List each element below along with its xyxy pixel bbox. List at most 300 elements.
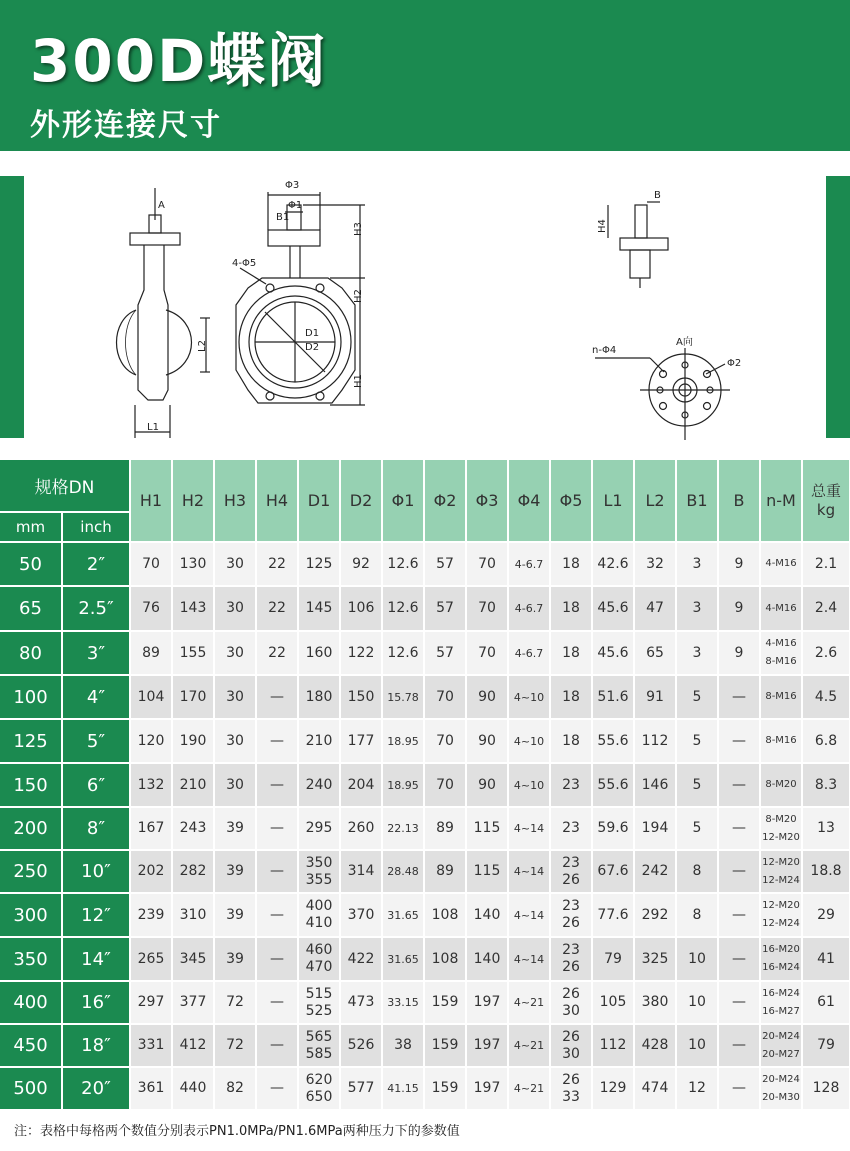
cell-line: 70 bbox=[142, 555, 160, 572]
table-row bbox=[0, 1024, 850, 1067]
cell-line: 159 bbox=[431, 1080, 459, 1096]
cell-line: 470 bbox=[305, 959, 333, 975]
cell-line: 23 bbox=[562, 898, 580, 914]
cell-line: 197 bbox=[473, 1037, 501, 1053]
cell-line: — bbox=[270, 994, 284, 1010]
cell-line: 65 bbox=[646, 644, 664, 661]
col-header: Φ5 bbox=[550, 460, 592, 542]
cell-weight: 8.3 bbox=[802, 763, 850, 807]
cell-b bbox=[718, 981, 760, 1024]
cell-b1 bbox=[676, 542, 718, 586]
table-row bbox=[0, 937, 850, 981]
cell-line: 26 bbox=[562, 871, 580, 888]
cell-4 bbox=[508, 893, 550, 937]
cell-size-inch: 2.5″ bbox=[62, 586, 130, 631]
cell-weight: 4.5 bbox=[802, 675, 850, 719]
cell-line: 4-M16 bbox=[765, 638, 797, 649]
cell-2 bbox=[424, 1067, 466, 1110]
label-phi2: Φ2 bbox=[727, 358, 742, 369]
cell-size-mm: 200 bbox=[0, 807, 62, 850]
cell-5 bbox=[550, 763, 592, 807]
cell-line: 15.78 bbox=[387, 690, 419, 704]
cell-4 bbox=[508, 937, 550, 981]
cell-line: 89 bbox=[142, 644, 160, 661]
page-title: 300D蝶阀 bbox=[30, 27, 328, 95]
cell-size-inch: 3″ bbox=[62, 631, 130, 675]
cell-size-inch: 8″ bbox=[62, 807, 130, 850]
cell-line: 20-M27 bbox=[762, 1048, 800, 1060]
cell-line: 265 bbox=[137, 950, 165, 967]
cell-line: 105 bbox=[599, 994, 627, 1010]
cell-line: — bbox=[270, 863, 284, 879]
cell-line: 8-M20 bbox=[765, 813, 797, 825]
cell-h2 bbox=[172, 631, 214, 675]
cell-line: 204 bbox=[347, 776, 375, 793]
cell-line: 4-6.7 bbox=[514, 602, 544, 615]
label-phi3: Φ3 bbox=[285, 180, 300, 191]
cell-line: 9 bbox=[734, 600, 744, 616]
cell-h4 bbox=[256, 807, 298, 850]
cell-h1 bbox=[130, 981, 172, 1024]
cell-weight: 61 bbox=[802, 981, 850, 1024]
cell-line: 12.6 bbox=[387, 644, 419, 661]
cell-line: 9 bbox=[734, 644, 744, 661]
cell-line: 42.6 bbox=[597, 555, 629, 572]
cell-line: 39 bbox=[226, 820, 244, 836]
cell-size-inch: 6″ bbox=[62, 763, 130, 807]
cell-d2 bbox=[340, 893, 382, 937]
cell-size-inch: 5″ bbox=[62, 719, 130, 763]
cell-1 bbox=[382, 542, 424, 586]
cell-h2 bbox=[172, 586, 214, 631]
cell-line: 12-M20 bbox=[762, 900, 800, 911]
cell-4 bbox=[508, 1024, 550, 1067]
cell-h3 bbox=[214, 850, 256, 893]
cell-b1 bbox=[676, 1024, 718, 1067]
cell-d2 bbox=[340, 675, 382, 719]
cell-d1 bbox=[298, 850, 340, 893]
cell-line: 3 bbox=[692, 600, 702, 616]
cell-d1 bbox=[298, 631, 340, 675]
col-header: L1 bbox=[592, 460, 634, 542]
col-header: D1 bbox=[298, 460, 340, 542]
cell-line: 197 bbox=[473, 994, 501, 1010]
cell-3 bbox=[466, 586, 508, 631]
cell-b bbox=[718, 542, 760, 586]
cell-line: 51.6 bbox=[597, 688, 629, 705]
cell-d2 bbox=[340, 937, 382, 981]
cell-4 bbox=[508, 981, 550, 1024]
cell-h3 bbox=[214, 807, 256, 850]
cell-l2 bbox=[634, 893, 676, 937]
cell-b bbox=[718, 719, 760, 763]
cell-l2 bbox=[634, 719, 676, 763]
cell-b1 bbox=[676, 807, 718, 850]
cell-3 bbox=[466, 850, 508, 893]
cell-line: — bbox=[270, 1037, 284, 1053]
cell-h3 bbox=[214, 937, 256, 981]
cell-5 bbox=[550, 807, 592, 850]
a-view-drawing bbox=[595, 348, 730, 440]
cell-d2 bbox=[340, 850, 382, 893]
cell-size-mm: 125 bbox=[0, 719, 62, 763]
cell-h1 bbox=[130, 1067, 172, 1110]
weight-label: 总重 bbox=[810, 481, 841, 500]
cell-line: 146 bbox=[641, 776, 669, 793]
cell-line: 130 bbox=[179, 555, 207, 572]
cell-2 bbox=[424, 542, 466, 586]
cell-line: 150 bbox=[347, 688, 375, 705]
cell-size-inch: 20″ bbox=[62, 1067, 130, 1110]
cell-3 bbox=[466, 981, 508, 1024]
cell-line: 20-M30 bbox=[762, 1091, 800, 1103]
label-phi1: Φ1 bbox=[288, 200, 303, 211]
label-h2: H2 bbox=[353, 289, 364, 303]
cell-line: 89 bbox=[436, 863, 454, 879]
cell-line: 12.6 bbox=[387, 600, 419, 616]
cell-line: 295 bbox=[305, 820, 333, 836]
cell-3 bbox=[466, 807, 508, 850]
cell-h3 bbox=[214, 1024, 256, 1067]
cell-3 bbox=[466, 1067, 508, 1110]
spec-group-header: 规格DN bbox=[0, 460, 130, 512]
cell-line: 180 bbox=[305, 688, 333, 705]
cell-line: 79 bbox=[604, 950, 622, 967]
label-h4: H4 bbox=[597, 219, 608, 233]
cell-h4 bbox=[256, 586, 298, 631]
cell-line: 155 bbox=[179, 644, 207, 661]
cell-4 bbox=[508, 631, 550, 675]
cell-b1 bbox=[676, 719, 718, 763]
cell-line: — bbox=[732, 994, 746, 1010]
cell-5 bbox=[550, 981, 592, 1024]
cell-2 bbox=[424, 586, 466, 631]
cell-l2 bbox=[634, 675, 676, 719]
cell-d2 bbox=[340, 1024, 382, 1067]
cell-h1 bbox=[130, 937, 172, 981]
cell-line: 145 bbox=[305, 600, 333, 616]
cell-4 bbox=[508, 763, 550, 807]
cell-line: 26 bbox=[562, 915, 580, 931]
cell-b1 bbox=[676, 937, 718, 981]
cell-nm bbox=[760, 981, 802, 1024]
cell-line: — bbox=[732, 950, 746, 967]
cell-line: — bbox=[732, 906, 746, 923]
cell-h2 bbox=[172, 675, 214, 719]
front-view-drawing bbox=[236, 192, 365, 405]
cell-b bbox=[718, 807, 760, 850]
table-row bbox=[0, 586, 850, 631]
cell-h4 bbox=[256, 631, 298, 675]
cell-l2 bbox=[634, 1067, 676, 1110]
stem-detail-drawing bbox=[608, 202, 668, 288]
cell-d1 bbox=[298, 893, 340, 937]
cell-h1 bbox=[130, 893, 172, 937]
cell-line: 76 bbox=[142, 600, 160, 616]
cell-line: 18 bbox=[562, 732, 580, 749]
cell-2 bbox=[424, 763, 466, 807]
cell-h4 bbox=[256, 719, 298, 763]
cell-line: 577 bbox=[347, 1080, 375, 1096]
cell-l1 bbox=[592, 1024, 634, 1067]
cell-line: 39 bbox=[226, 950, 244, 967]
label-holes: 4-Φ5 bbox=[232, 258, 257, 269]
page-subtitle: 外形连接尺寸 bbox=[30, 108, 222, 143]
cell-line: 8 bbox=[692, 906, 702, 923]
cell-line: 400 bbox=[305, 898, 333, 914]
cell-nm bbox=[760, 937, 802, 981]
unit-inch-header: inch bbox=[62, 512, 130, 542]
cell-b bbox=[718, 850, 760, 893]
cell-line: 314 bbox=[347, 863, 375, 879]
cell-line: 143 bbox=[179, 600, 207, 616]
table-row bbox=[0, 631, 850, 675]
cell-h3 bbox=[214, 542, 256, 586]
cell-line: 170 bbox=[179, 688, 207, 705]
cell-4 bbox=[508, 586, 550, 631]
cell-line: 4~10 bbox=[513, 734, 545, 748]
cell-line: 190 bbox=[179, 732, 207, 749]
cell-b bbox=[718, 1067, 760, 1110]
cell-h3 bbox=[214, 631, 256, 675]
cell-h3 bbox=[214, 675, 256, 719]
cell-line: 525 bbox=[305, 1002, 333, 1019]
cell-d2 bbox=[340, 719, 382, 763]
label-h3: H3 bbox=[353, 222, 364, 236]
cell-line: 28.48 bbox=[387, 865, 419, 878]
cell-4 bbox=[508, 850, 550, 893]
cell-line: 585 bbox=[305, 1045, 333, 1062]
cell-line: — bbox=[732, 1037, 746, 1053]
cell-h4 bbox=[256, 981, 298, 1024]
cell-line: 45.6 bbox=[597, 600, 629, 616]
cell-line: 18 bbox=[562, 688, 580, 705]
cell-1 bbox=[382, 807, 424, 850]
cell-line: 8-M16 bbox=[765, 735, 797, 746]
cell-5 bbox=[550, 586, 592, 631]
cell-5 bbox=[550, 719, 592, 763]
cell-line: 30 bbox=[562, 1045, 580, 1062]
cell-weight: 41 bbox=[802, 937, 850, 981]
col-header: H3 bbox=[214, 460, 256, 542]
cell-line: 18 bbox=[562, 555, 580, 572]
cell-line: — bbox=[270, 688, 284, 705]
cell-nm bbox=[760, 675, 802, 719]
cell-line: 428 bbox=[641, 1037, 669, 1053]
cell-line: 4~10 bbox=[513, 690, 545, 704]
cell-line: 115 bbox=[473, 863, 501, 879]
col-header: D2 bbox=[340, 460, 382, 542]
cell-line: 129 bbox=[599, 1080, 627, 1096]
cell-line: 197 bbox=[473, 1080, 501, 1096]
cell-line: 32 bbox=[646, 555, 664, 572]
cell-line: — bbox=[270, 776, 284, 793]
cell-d1 bbox=[298, 937, 340, 981]
cell-line: 440 bbox=[179, 1080, 207, 1096]
cell-line: 474 bbox=[641, 1080, 669, 1096]
cell-line: 16-M24 bbox=[762, 962, 800, 973]
cell-line: 10 bbox=[688, 994, 706, 1010]
cell-l2 bbox=[634, 586, 676, 631]
cell-line: — bbox=[270, 732, 284, 749]
cell-line: 92 bbox=[352, 555, 370, 572]
table-row bbox=[0, 850, 850, 893]
cell-1 bbox=[382, 893, 424, 937]
cell-line: 39 bbox=[226, 863, 244, 879]
cell-line: 210 bbox=[305, 732, 333, 749]
cell-h4 bbox=[256, 937, 298, 981]
label-h1: H1 bbox=[353, 374, 364, 388]
label-b: B bbox=[654, 190, 661, 201]
cell-d2 bbox=[340, 631, 382, 675]
cell-l2 bbox=[634, 1024, 676, 1067]
cell-weight: 2.4 bbox=[802, 586, 850, 631]
label-n-phi4: n-Φ4 bbox=[592, 345, 617, 356]
cell-b bbox=[718, 586, 760, 631]
cell-line: 410 bbox=[305, 915, 333, 931]
cell-b bbox=[718, 675, 760, 719]
cell-line: — bbox=[732, 820, 746, 836]
cell-line: 16-M24 bbox=[762, 987, 800, 999]
cell-nm bbox=[760, 542, 802, 586]
cell-l1 bbox=[592, 937, 634, 981]
cell-h3 bbox=[214, 719, 256, 763]
cell-line: 26 bbox=[562, 959, 580, 975]
cell-line: 8 bbox=[692, 863, 702, 879]
cell-size-mm: 65 bbox=[0, 586, 62, 631]
cell-l1 bbox=[592, 850, 634, 893]
cell-size-inch: 18″ bbox=[62, 1024, 130, 1067]
cell-line: 112 bbox=[641, 732, 669, 749]
label-a: A bbox=[158, 200, 165, 211]
cell-line: 23 bbox=[562, 854, 580, 871]
cell-line: 140 bbox=[473, 906, 501, 923]
cell-b bbox=[718, 763, 760, 807]
cell-line: 90 bbox=[478, 776, 496, 793]
cell-line: 202 bbox=[137, 863, 165, 879]
cell-line: 70 bbox=[478, 555, 496, 572]
cell-line: — bbox=[732, 776, 746, 793]
cell-line: 4-M16 bbox=[765, 558, 797, 569]
cell-weight: 2.1 bbox=[802, 542, 850, 586]
cell-line: 650 bbox=[305, 1088, 333, 1105]
cell-line: 5 bbox=[692, 688, 702, 705]
cell-h4 bbox=[256, 542, 298, 586]
cell-line: 8-M16 bbox=[765, 691, 797, 702]
cell-h1 bbox=[130, 586, 172, 631]
cell-line: 565 bbox=[305, 1028, 333, 1045]
cell-h1 bbox=[130, 850, 172, 893]
cell-weight: 79 bbox=[802, 1024, 850, 1067]
cell-3 bbox=[466, 937, 508, 981]
table-row bbox=[0, 675, 850, 719]
cell-line: 90 bbox=[478, 688, 496, 705]
cell-5 bbox=[550, 675, 592, 719]
cell-line: 242 bbox=[641, 863, 669, 879]
cell-4 bbox=[508, 542, 550, 586]
cell-nm bbox=[760, 763, 802, 807]
cell-nm bbox=[760, 1024, 802, 1067]
cell-3 bbox=[466, 893, 508, 937]
cell-line: 26 bbox=[562, 1071, 580, 1088]
cell-size-mm: 250 bbox=[0, 850, 62, 893]
cell-line: — bbox=[732, 688, 746, 705]
cell-line: 70 bbox=[436, 688, 454, 705]
cell-line: 377 bbox=[179, 994, 207, 1010]
cell-h2 bbox=[172, 981, 214, 1024]
cell-line: 380 bbox=[641, 994, 669, 1010]
cell-line: 57 bbox=[436, 644, 454, 661]
cell-1 bbox=[382, 675, 424, 719]
cell-line: 39 bbox=[226, 906, 244, 923]
cell-line: 22 bbox=[268, 644, 286, 661]
cell-l2 bbox=[634, 850, 676, 893]
cell-line: 5 bbox=[692, 820, 702, 836]
cell-line: 4~14 bbox=[513, 908, 545, 922]
cell-1 bbox=[382, 850, 424, 893]
cell-line: 239 bbox=[137, 906, 165, 923]
cell-1 bbox=[382, 719, 424, 763]
cell-size-inch: 2″ bbox=[62, 542, 130, 586]
cell-line: 140 bbox=[473, 950, 501, 967]
cell-l1 bbox=[592, 763, 634, 807]
cell-h3 bbox=[214, 893, 256, 937]
cell-line: 159 bbox=[431, 1037, 459, 1053]
cell-d2 bbox=[340, 586, 382, 631]
cell-line: 3 bbox=[692, 555, 702, 572]
cell-h1 bbox=[130, 631, 172, 675]
cell-line: 4~14 bbox=[513, 865, 545, 878]
cell-5 bbox=[550, 937, 592, 981]
cell-line: 90 bbox=[478, 732, 496, 749]
col-header: B bbox=[718, 460, 760, 542]
cell-2 bbox=[424, 937, 466, 981]
cell-h1 bbox=[130, 807, 172, 850]
cell-line: 282 bbox=[179, 863, 207, 879]
cell-line: 9 bbox=[734, 555, 744, 572]
cell-line: — bbox=[732, 732, 746, 749]
cell-line: — bbox=[270, 820, 284, 836]
cell-line: 177 bbox=[347, 732, 375, 749]
cell-b1 bbox=[676, 675, 718, 719]
cell-line: 243 bbox=[179, 820, 207, 836]
cell-line: 122 bbox=[347, 644, 375, 661]
cell-h4 bbox=[256, 675, 298, 719]
cell-size-inch: 10″ bbox=[62, 850, 130, 893]
cell-weight: 2.6 bbox=[802, 631, 850, 675]
cell-line: 159 bbox=[431, 994, 459, 1010]
cell-h1 bbox=[130, 675, 172, 719]
cell-l1 bbox=[592, 675, 634, 719]
cell-weight: 29 bbox=[802, 893, 850, 937]
cell-1 bbox=[382, 586, 424, 631]
cell-line: — bbox=[270, 906, 284, 923]
cell-line: 515 bbox=[305, 985, 333, 1002]
table-row bbox=[0, 893, 850, 937]
cell-d1 bbox=[298, 763, 340, 807]
col-header: H4 bbox=[256, 460, 298, 542]
table-row bbox=[0, 719, 850, 763]
table-row bbox=[0, 807, 850, 850]
cell-b1 bbox=[676, 763, 718, 807]
label-b1: B1 bbox=[276, 212, 290, 223]
cell-line: 260 bbox=[347, 820, 375, 836]
cell-5 bbox=[550, 893, 592, 937]
cell-size-inch: 16″ bbox=[62, 981, 130, 1024]
col-header: Φ3 bbox=[466, 460, 508, 542]
cell-d2 bbox=[340, 763, 382, 807]
cell-5 bbox=[550, 542, 592, 586]
